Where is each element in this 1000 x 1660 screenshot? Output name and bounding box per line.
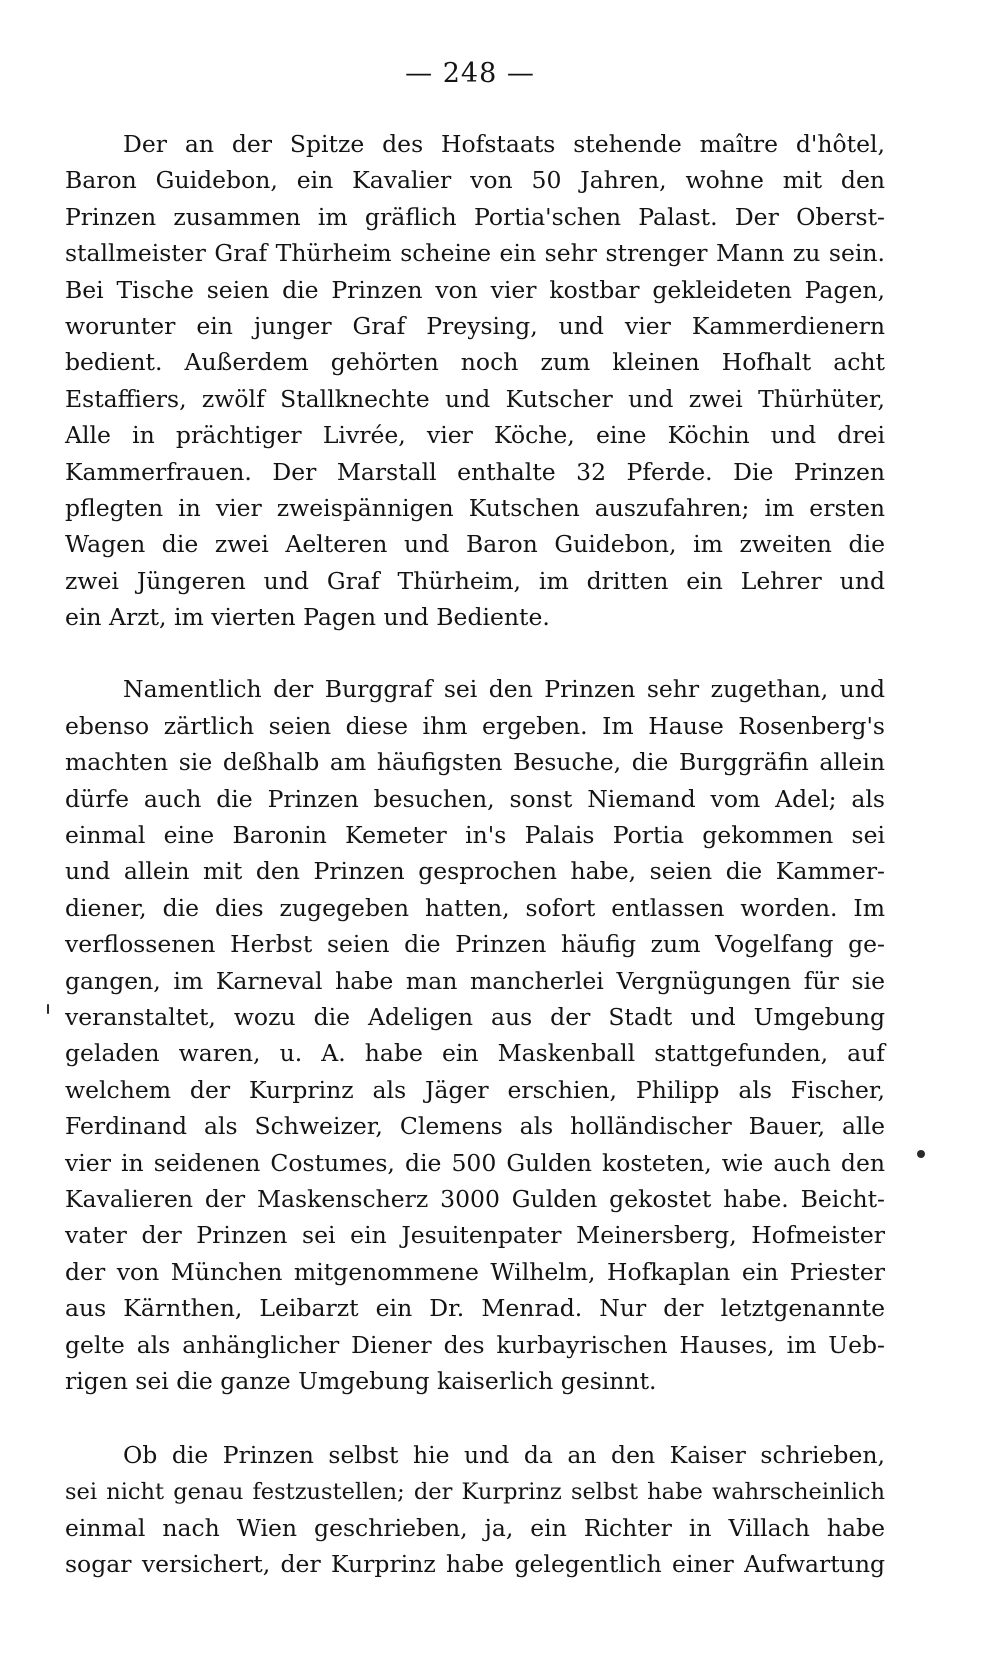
text-line: und allein mit den Prinzen gesprochen habe, seien die Kammer- [65, 857, 885, 886]
text-line: rigen sei die ganze Umgebung kaiserlich gesinnt. [65, 1366, 657, 1395]
text-line: Der an der Spitze des Hofstaats stehende maître d'hôtel, [123, 130, 885, 158]
text-line: einmal eine Baronin Kemeter in's Palais Portia gekommen sei [65, 821, 885, 850]
text-line: dürfe auch die Prinzen besuchen, sonst Niemand vom Adel; als [65, 784, 885, 813]
text-line: Estaffiers, zwölf Stallknechte und Kutscher und zwei Thürhüter, [65, 384, 885, 413]
text-line: veranstaltet, wozu die Adeligen aus der Stadt und Umgebung [65, 1002, 885, 1031]
text-line: sogar versichert, der Kurprinz habe gelegentlich einer Aufwartung [65, 1550, 885, 1579]
paragraph-2 [65, 671, 885, 1399]
page-number: — 248 — [405, 58, 535, 89]
paragraph-3 [65, 1437, 885, 1583]
paragraph-spacer [65, 635, 885, 671]
text-line: Kavalieren der Maskenscherz 3000 Gulden gekostet habe. Beicht- [65, 1184, 885, 1213]
text-line: Kammerfrauen. Der Marstall enthalte 32 Pferde. Die Prinzen [65, 457, 885, 486]
text-line: vier in seidenen Costumes, die 500 Gulden kosteten, wie auch den [65, 1148, 885, 1177]
body-text [65, 126, 885, 1583]
text-line: gelte als anhänglicher Diener des kurbayrischen Hauses, im Ueb- [65, 1330, 885, 1359]
text-line: aus Kärnthen, Leibarzt ein Dr. Menrad. Nur der letztgenannte [65, 1294, 885, 1323]
text-line: Baron Guidebon, ein Kavalier von 50 Jahren, wohne mit den [65, 166, 885, 195]
text-line: pflegten in vier zweispännigen Kutschen auszufahren; im ersten [65, 493, 885, 522]
text-line: ein Arzt, im vierten Pagen und Bediente. [65, 603, 550, 632]
text-line: stallmeister Graf Thürheim scheine ein sehr strenger Mann zu sein. [65, 239, 885, 268]
text-line: einmal nach Wien geschrieben, ja, ein Richter in Villach habe [65, 1514, 885, 1543]
text-line: diener, die dies zugegeben hatten, sofort entlassen worden. Im [65, 893, 885, 922]
text-line: Ob die Prinzen selbst hie und da an den Kaiser schrieben, [123, 1441, 885, 1470]
text-line: der von München mitgenommene Wilhelm, Hofkaplan ein Priester [65, 1257, 885, 1286]
text-line: verflossenen Herbst seien die Prinzen häufig zum Vogelfang ge- [65, 930, 885, 959]
text-line: zwei Jüngeren und Graf Thürheim, im dritten ein Lehrer und [65, 566, 885, 595]
text-line: machten sie deßhalb am häufigsten Besuche, die Burggräfin allein [65, 748, 885, 777]
text-line: Wagen die zwei Aelteren und Baron Guidebon, im zweiten die [65, 530, 885, 559]
text-line: gangen, im Karneval habe man mancherlei Vergnügungen für sie [65, 966, 885, 995]
text-line: Bei Tische seien die Prinzen von vier kostbar gekleideten Pagen, [65, 275, 885, 304]
text-line: Prinzen zusammen im gräflich Portia'schen Palast. Der Oberst- [65, 202, 885, 231]
text-line: Alle in prächtiger Livrée, vier Köche, eine Köchin und drei [65, 421, 885, 450]
text-line: Namentlich der Burggraf sei den Prinzen sehr zugethan, und [123, 675, 885, 704]
text-line: geladen waren, u. A. habe ein Maskenball stattgefunden, auf [65, 1039, 885, 1068]
text-line: Ferdinand als Schweizer, Clemens als holländischer Bauer, alle [65, 1112, 885, 1141]
paragraph-1 [65, 126, 885, 635]
text-line: sei nicht genau festzustellen; der Kurprinz selbst habe wahrscheinlich [65, 1478, 885, 1505]
paragraph-spacer [65, 1399, 885, 1437]
text-line: worunter ein junger Graf Preysing, und vier Kammerdienern [65, 311, 885, 340]
text-line: welchem der Kurprinz als Jäger erschien, Philipp als Fischer, [65, 1075, 885, 1104]
text-line: ebenso zärtlich seien diese ihm ergeben. Im Hause Rosenberg's [65, 711, 885, 740]
text-line: bedient. Außerdem gehörten noch zum kleinen Hofhalt acht [65, 348, 885, 377]
margin-dot-mark [917, 1150, 925, 1158]
margin-tick-mark [47, 1004, 49, 1014]
text-line: vater der Prinzen sei ein Jesuitenpater Meinersberg, Hofmeister [65, 1221, 885, 1250]
